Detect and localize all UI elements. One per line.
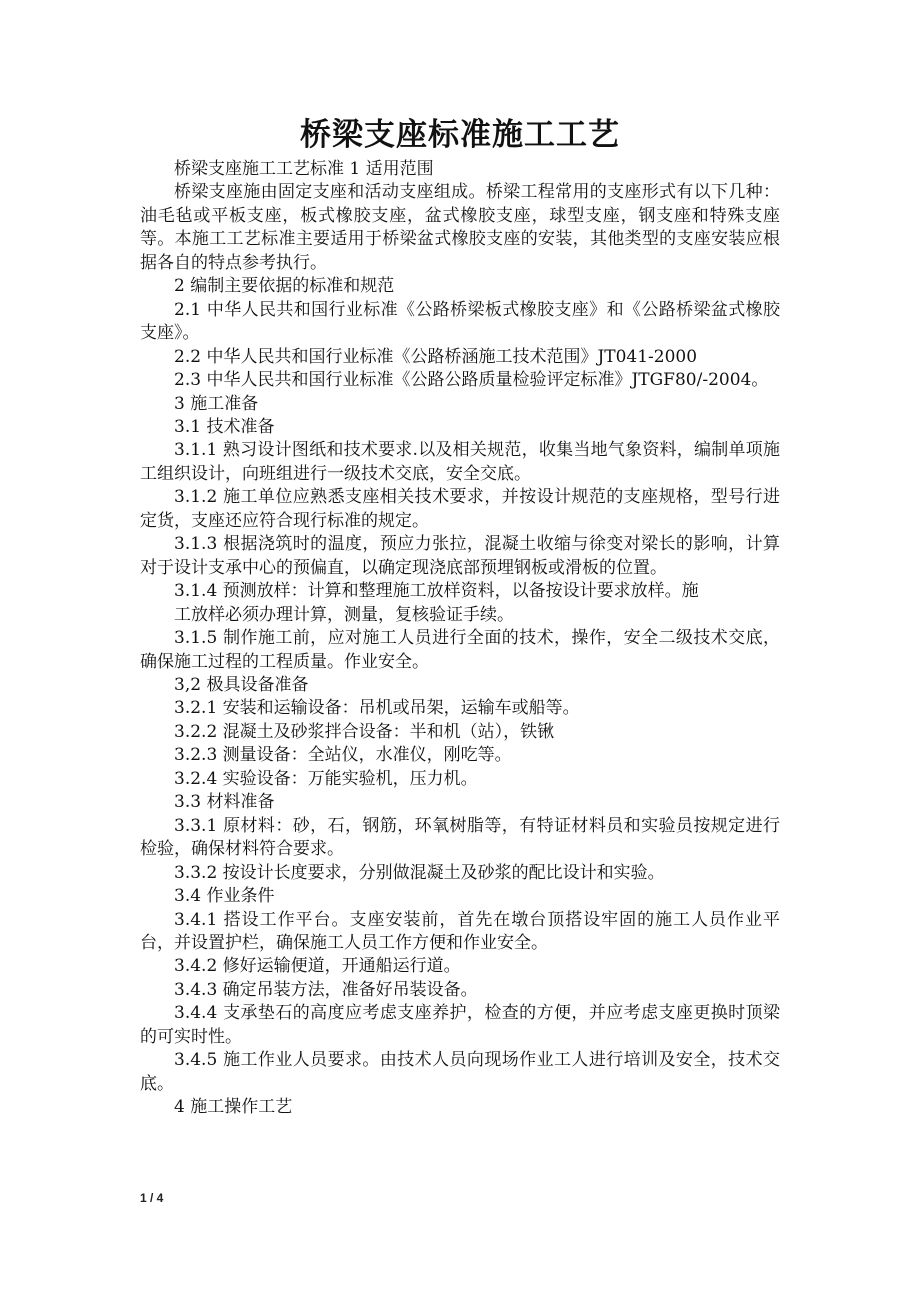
paragraph: 3.4.2 修好运输便道，开通船运行道。 [174, 956, 461, 977]
paragraph: 3.2.1 安装和运输设备：吊机或吊架，运输车或船等。 [174, 698, 580, 719]
page-number: 1 / 4 [140, 1191, 164, 1205]
paragraph: 3.1.3 根据浇筑时的温度，预应力张拉，混凝土收缩与徐变对梁长的影响，计算对于设计支承中心的预偏直，以确定现浇底部预埋钢板或滑板的位置。 [140, 534, 780, 578]
paragraph: 3.3 材料准备 [174, 792, 275, 813]
paragraph: 3.2.4 实验设备：万能实验机，压力机。 [174, 768, 478, 789]
paragraph: 3.1.1 熟习设计图纸和技术要求.以及相关规范，收集当地气象资料，编制单项施工组织设计，向班组进行一级技术交底，安全交底。 [140, 440, 780, 484]
paragraph: 3.1.2 施工单位应熟悉支座相关技术要求，并按设计规范的支座规格，型号行进定货，支座还应符合现行标准的规定。 [140, 487, 780, 531]
paragraph: 3.4 作业条件 [174, 886, 275, 907]
paragraph: 3.2.2 混凝土及砂浆拌合设备：半和机（站），铁锹 [174, 721, 555, 742]
paragraph: 桥梁支座施工工艺标准 1 适用范围 [174, 159, 434, 179]
paragraph: 2 编制主要依据的标准和规范 [174, 276, 395, 297]
paragraph: 3.3.2 按设计长度要求，分别做混凝土及砂浆的配比设计和实验。 [174, 862, 665, 883]
paragraph: 桥梁支座施由固定支座和活动支座组成。桥梁工程常用的支座形式有以下几种：油毛毡或平板支座，板式橡胶支座，盆式橡胶支座，球型支座，钢支座和特殊支座等。本施工工艺标准主要适用于桥梁盆式橡胶支座的安装，其他类型的支座安装应根据各自的特点参考执行。 [140, 182, 780, 273]
paragraph: 3.4.5 施工作业人员要求。由技术人员向现场作业工人进行培训及安全，技术交底。 [140, 1050, 780, 1094]
paragraph: 工放样必须办理计算，测量，复核验证手续。 [174, 604, 514, 625]
paragraph: 3.2.3 测量设备：全站仪，水准仪，刚吃等。 [174, 745, 512, 766]
paragraph: 3.4.3 确定吊装方法，准备好吊装设备。 [174, 979, 478, 1000]
paragraph: 3 施工准备 [174, 393, 259, 414]
paragraph: 3.1 技术准备 [174, 416, 275, 437]
paragraph: 2.2 中华人民共和国行业标准《公路桥涵施工技术范围》JT041-2000 [174, 346, 698, 367]
paragraph: 3.4.4 支承垫石的高度应考虑支座养护，检查的方便，并应考虑支座更换时顶梁的可实时性。 [140, 1003, 780, 1047]
paragraph: 3.3.1 原材料：砂，石，钢筋，环氧树脂等，有特证材料员和实验员按规定进行检验，确保材料符合要求。 [140, 815, 780, 860]
paragraph: 3.1.4 预测放样：计算和整理施工放样资料，以备按设计要求放样。施 [174, 581, 699, 602]
document-body [140, 158, 780, 1120]
paragraph: 2.1 中华人民共和国行业标准《公路桥梁板式橡胶支座》和《公路桥梁盆式橡胶支座》。 [140, 299, 780, 344]
paragraph: 3,2 极具设备准备 [174, 674, 309, 695]
paragraph: 3.4.1 搭设工作平台。支座安装前，首先在墩台顶搭设牢固的施工人员作业平台，并设置护栏，确保施工人员工作方便和作业安全。 [140, 909, 780, 953]
paragraph: 2.3 中华人民共和国行业标准《公路公路质量检验评定标准》JTGF80/-2004。 [174, 370, 769, 391]
paragraph: 3.1.5 制作施工前，应对施工人员进行全面的技术，操作，安全二级技术交底，确保施工过程的工程质量。作业安全。 [140, 628, 780, 672]
paragraph: 4 施工操作工艺 [174, 1097, 293, 1118]
document-title: 桥梁支座标准施工工艺 [300, 117, 620, 153]
